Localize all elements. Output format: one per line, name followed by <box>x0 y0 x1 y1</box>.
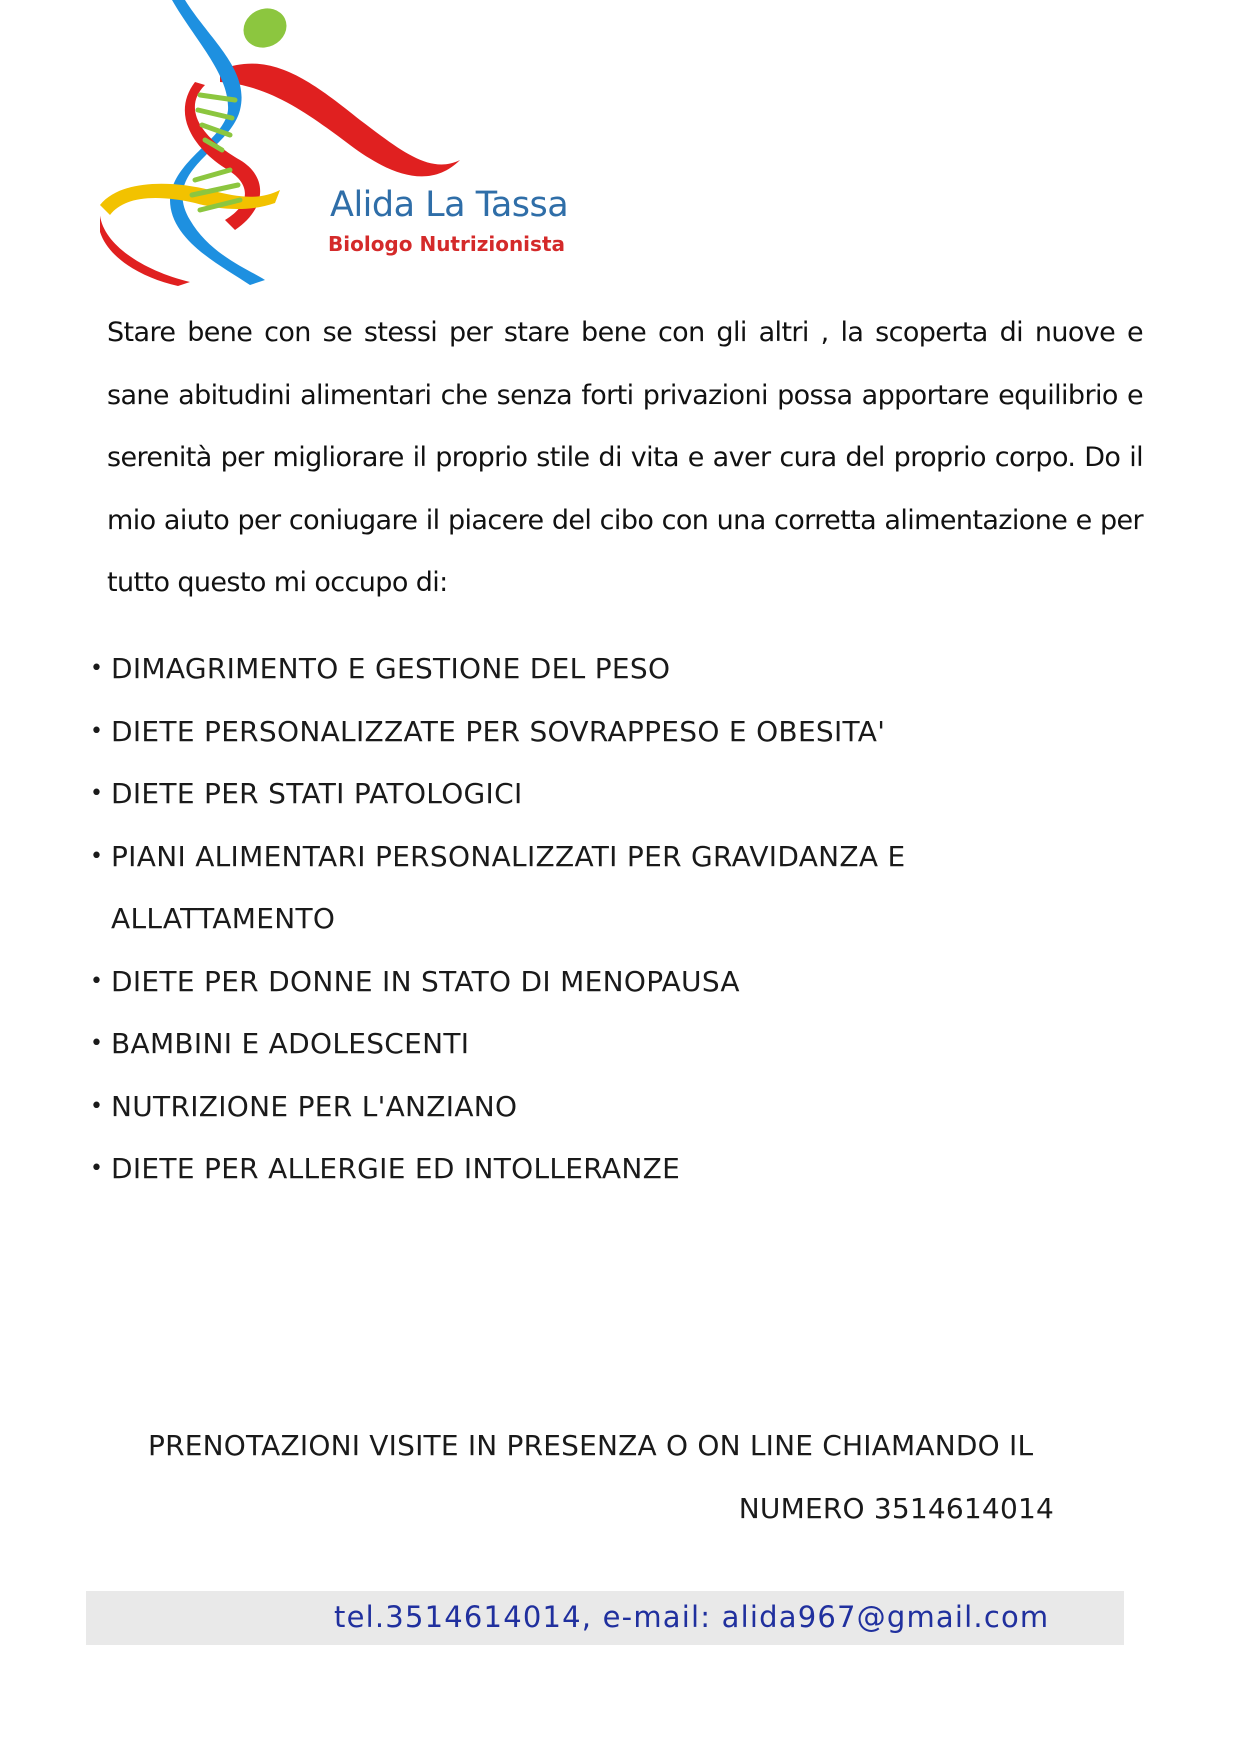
logo-red-arm-shape <box>220 64 460 177</box>
contact-bar <box>86 1591 1124 1645</box>
bullet-dot: • <box>90 1093 104 1119</box>
bullet-dot: • <box>90 656 104 681</box>
list-item <box>86 638 991 701</box>
list-item <box>86 951 991 1014</box>
logo-head-shape <box>237 1 293 54</box>
list-item <box>86 701 991 764</box>
services-list <box>86 638 1136 1201</box>
list-item-text: PIANI ALIMENTARI PERSONALIZZATI PER GRAVIDANZA E ALLATTAMENTO <box>111 839 906 935</box>
contact-info: tel.3514614014, e-mail: alida967@gmail.com <box>334 1600 1050 1634</box>
list-item <box>86 763 991 826</box>
bullet-dot: • <box>90 968 104 994</box>
list-item <box>86 826 991 951</box>
bullet-dot: • <box>90 1031 104 1056</box>
list-item <box>86 1013 991 1076</box>
list-item-text: BAMBINI E ADOLESCENTI <box>111 1027 470 1060</box>
bullet-dot: • <box>90 781 104 806</box>
list-item-text: DIETE PERSONALIZZATE PER SOVRAPPESO E OBESITA' <box>111 714 886 748</box>
bullet-dot: • <box>90 1156 104 1181</box>
bullet-dot: • <box>90 718 104 744</box>
list-item-text: DIMAGRIMENTO E GESTIONE DEL PESO <box>111 652 671 685</box>
booking-line-1: PRENOTAZIONI VISITE IN PRESENZA O ON LINE CHIAMANDO IL <box>148 1429 1034 1462</box>
list-item-text: DIETE PER ALLERGIE ED INTOLLERANZE <box>111 1152 681 1185</box>
bullet-dot: • <box>90 843 104 869</box>
intro-paragraph: Stare bene con se stessi per stare bene con gli altri , la scoperta di nuove e sane abitudini alimentari che senza forti privazioni possa apportare equilibrio e serenità per migliorare il proprio stile di vita e aver cura del proprio corpo. Do il mio aiuto per coniugare il piacere del cibo con una corretta alimentazione e per tutto questo mi occupo di: <box>107 317 1143 598</box>
brand-logo <box>100 0 600 290</box>
list-item <box>86 1076 991 1139</box>
list-item-text: NUTRIZIONE PER L'ANZIANO <box>111 1089 518 1123</box>
list-item <box>86 1138 991 1201</box>
booking-line-2: NUMERO 3514614014 <box>738 1491 1054 1525</box>
list-item-text: DIETE PER STATI PATOLOGICI <box>111 777 523 810</box>
list-item-text: DIETE PER DONNE IN STATO DI MENOPAUSA <box>111 964 740 998</box>
booking-notice <box>148 1415 1068 1540</box>
brand-name: Alida La Tassa <box>330 185 569 225</box>
brand-subtitle: Biologo Nutrizionista <box>328 232 566 256</box>
